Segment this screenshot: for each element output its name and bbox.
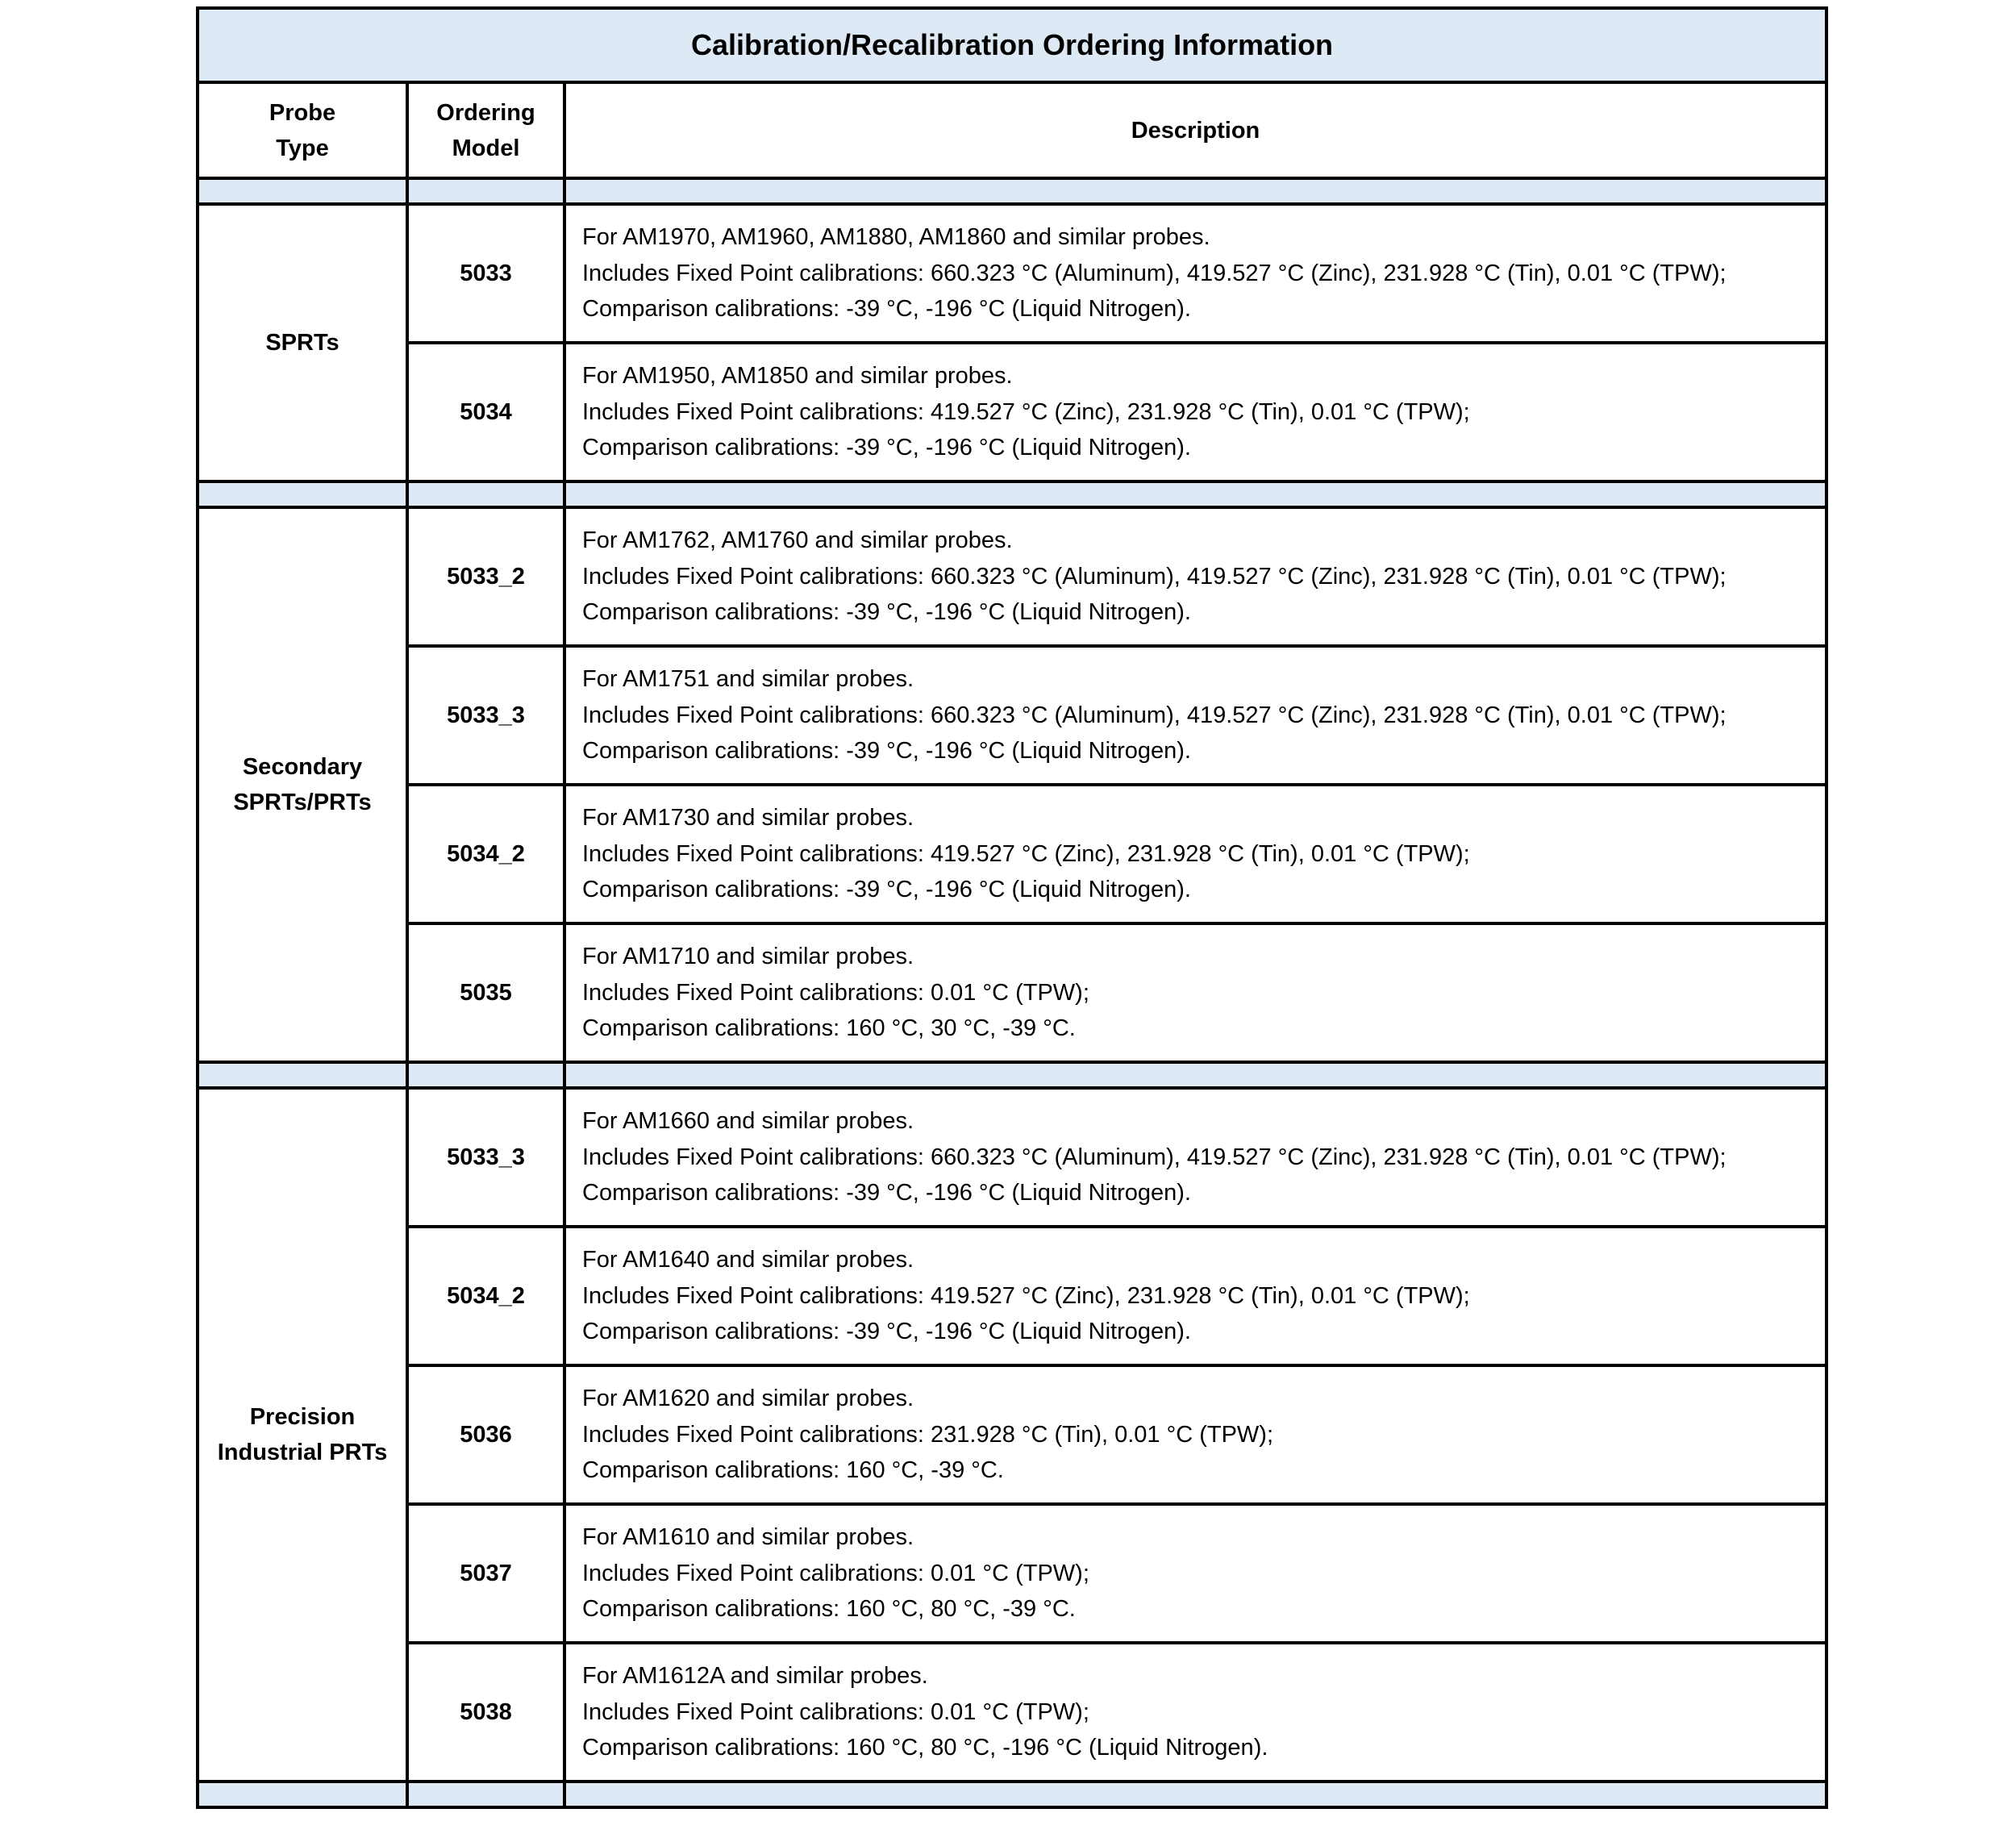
spacer-row bbox=[198, 178, 1826, 204]
ordering-model-cell: 5035 bbox=[407, 923, 564, 1062]
probe-type-cell bbox=[198, 507, 407, 1062]
description-line: Includes Fixed Point calibrations: 419.527 °C (Zinc), 231.928 °C (Tin), 0.01 °C (TPW); bbox=[582, 398, 1470, 425]
description-line: For AM1762, AM1760 and similar probes. bbox=[582, 527, 1013, 554]
description-line: Includes Fixed Point calibrations: 660.323 °C (Aluminum), 419.527 °C (Zinc), 231.928 °C (Tin), 0.01 °C (TPW); bbox=[582, 260, 1727, 286]
table-title: Calibration/Recalibration Ordering Information bbox=[198, 8, 1826, 82]
table-row bbox=[198, 1088, 1826, 1227]
spacer-cell bbox=[564, 178, 1826, 204]
spacer-cell bbox=[407, 481, 564, 507]
spacer-cell bbox=[564, 481, 1826, 507]
description-line: Comparison calibrations: -39 °C, -196 °C (Liquid Nitrogen). bbox=[582, 1319, 1191, 1345]
description-cell bbox=[564, 204, 1826, 343]
header-probe-type-line1: Probe bbox=[269, 99, 336, 126]
spacer-row bbox=[198, 1782, 1826, 1807]
spacer-cell bbox=[198, 481, 407, 507]
ordering-model-cell: 5037 bbox=[407, 1504, 564, 1643]
description-line: Includes Fixed Point calibrations: 419.527 °C (Zinc), 231.928 °C (Tin), 0.01 °C (TPW); bbox=[582, 1282, 1470, 1309]
description-cell bbox=[564, 1088, 1826, 1227]
header-probe-type-line2: Type bbox=[276, 135, 329, 161]
ordering-model-cell: 5036 bbox=[407, 1365, 564, 1504]
table-row bbox=[198, 204, 1826, 343]
description-line: Comparison calibrations: 160 °C, 30 °C, -39 °C. bbox=[582, 1015, 1076, 1042]
description-line: Includes Fixed Point calibrations: 0.01 °C (TPW); bbox=[582, 979, 1089, 1006]
header-ordering-model-line1: Ordering bbox=[436, 99, 535, 126]
table-row bbox=[198, 1643, 1826, 1782]
description-cell bbox=[564, 1227, 1826, 1365]
description-line: For AM1950, AM1850 and similar probes. bbox=[582, 363, 1013, 390]
description-line: Includes Fixed Point calibrations: 660.323 °C (Aluminum), 419.527 °C (Zinc), 231.928 °C (Tin), 0.01 °C (TPW); bbox=[582, 563, 1727, 590]
description-line: For AM1660 and similar probes. bbox=[582, 1108, 914, 1135]
ordering-model-cell: 5038 bbox=[407, 1643, 564, 1782]
probe-type-cell bbox=[198, 204, 407, 481]
table-row bbox=[198, 785, 1826, 923]
spacer-cell bbox=[198, 178, 407, 204]
spacer-cell bbox=[198, 1062, 407, 1088]
table-row bbox=[198, 646, 1826, 785]
header-ordering-model bbox=[407, 82, 564, 178]
description-line: Includes Fixed Point calibrations: 0.01 °C (TPW); bbox=[582, 1698, 1089, 1725]
table-row bbox=[198, 507, 1826, 646]
spacer-cell bbox=[407, 178, 564, 204]
description-cell bbox=[564, 507, 1826, 646]
description-line: Comparison calibrations: 160 °C, 80 °C, -196 °C (Liquid Nitrogen). bbox=[582, 1735, 1268, 1761]
calibration-ordering-table bbox=[196, 6, 1828, 1809]
header-row bbox=[198, 82, 1826, 178]
ordering-model-cell: 5033_3 bbox=[407, 1088, 564, 1227]
description-line: For AM1730 and similar probes. bbox=[582, 805, 914, 831]
description-cell bbox=[564, 343, 1826, 481]
title-row bbox=[198, 8, 1826, 82]
ordering-model-cell: 5033_2 bbox=[407, 507, 564, 646]
description-line: Comparison calibrations: 160 °C, -39 °C. bbox=[582, 1457, 1004, 1484]
spacer-cell bbox=[198, 1782, 407, 1807]
description-line: For AM1970, AM1960, AM1880, AM1860 and similar probes. bbox=[582, 224, 1210, 251]
header-probe-type bbox=[198, 82, 407, 178]
description-line: Comparison calibrations: -39 °C, -196 °C (Liquid Nitrogen). bbox=[582, 877, 1191, 903]
table-row bbox=[198, 343, 1826, 481]
header-ordering-model-line2: Model bbox=[452, 135, 520, 161]
description-line: For AM1610 and similar probes. bbox=[582, 1524, 914, 1551]
description-cell bbox=[564, 646, 1826, 785]
description-line: Comparison calibrations: 160 °C, 80 °C, -39 °C. bbox=[582, 1596, 1076, 1623]
description-line: Comparison calibrations: -39 °C, -196 °C (Liquid Nitrogen). bbox=[582, 738, 1191, 765]
description-line: For AM1710 and similar probes. bbox=[582, 944, 914, 970]
description-line: For AM1620 and similar probes. bbox=[582, 1386, 914, 1412]
probe-type-line: Industrial PRTs bbox=[217, 1440, 388, 1465]
ordering-model-cell: 5034_2 bbox=[407, 785, 564, 923]
description-line: Includes Fixed Point calibrations: 660.323 °C (Aluminum), 419.527 °C (Zinc), 231.928 °C (Tin), 0.01 °C (TPW); bbox=[582, 702, 1727, 728]
probe-type-line: SPRTs bbox=[265, 330, 339, 356]
description-cell bbox=[564, 1365, 1826, 1504]
description-line: Comparison calibrations: -39 °C, -196 °C (Liquid Nitrogen). bbox=[582, 435, 1191, 461]
description-line: Includes Fixed Point calibrations: 0.01 °C (TPW); bbox=[582, 1560, 1089, 1586]
probe-type-cell bbox=[198, 1088, 407, 1782]
ordering-model-cell: 5034 bbox=[407, 343, 564, 481]
probe-type-line: Precision bbox=[249, 1404, 356, 1430]
description-cell bbox=[564, 923, 1826, 1062]
spacer-row bbox=[198, 481, 1826, 507]
description-cell bbox=[564, 1643, 1826, 1782]
spacer-cell bbox=[407, 1062, 564, 1088]
spacer-cell bbox=[407, 1782, 564, 1807]
header-description: Description bbox=[564, 82, 1826, 178]
description-cell bbox=[564, 785, 1826, 923]
ordering-model-cell: 5033_3 bbox=[407, 646, 564, 785]
probe-type-line: Secondary bbox=[242, 754, 363, 780]
description-line: Includes Fixed Point calibrations: 660.323 °C (Aluminum), 419.527 °C (Zinc), 231.928 °C (Tin), 0.01 °C (TPW); bbox=[582, 1144, 1727, 1170]
description-line: Comparison calibrations: -39 °C, -196 °C (Liquid Nitrogen). bbox=[582, 599, 1191, 626]
description-cell bbox=[564, 1504, 1826, 1643]
description-line: Includes Fixed Point calibrations: 419.527 °C (Zinc), 231.928 °C (Tin), 0.01 °C (TPW); bbox=[582, 840, 1470, 867]
spacer-cell bbox=[564, 1782, 1826, 1807]
table-row bbox=[198, 1504, 1826, 1643]
spacer-cell bbox=[564, 1062, 1826, 1088]
ordering-model-cell: 5034_2 bbox=[407, 1227, 564, 1365]
spacer-row bbox=[198, 1062, 1826, 1088]
probe-type-line: SPRTs/PRTs bbox=[233, 790, 372, 815]
table-row bbox=[198, 1365, 1826, 1504]
description-line: For AM1640 and similar probes. bbox=[582, 1247, 914, 1273]
table-row bbox=[198, 923, 1826, 1062]
table-row bbox=[198, 1227, 1826, 1365]
description-line: For AM1751 and similar probes. bbox=[582, 666, 914, 693]
ordering-model-cell: 5033 bbox=[407, 204, 564, 343]
description-line: Comparison calibrations: -39 °C, -196 °C (Liquid Nitrogen). bbox=[582, 1180, 1191, 1206]
description-line: Comparison calibrations: -39 °C, -196 °C (Liquid Nitrogen). bbox=[582, 296, 1191, 323]
table-body bbox=[198, 178, 1826, 1807]
description-line: For AM1612A and similar probes. bbox=[582, 1663, 928, 1690]
description-line: Includes Fixed Point calibrations: 231.928 °C (Tin), 0.01 °C (TPW); bbox=[582, 1421, 1274, 1448]
